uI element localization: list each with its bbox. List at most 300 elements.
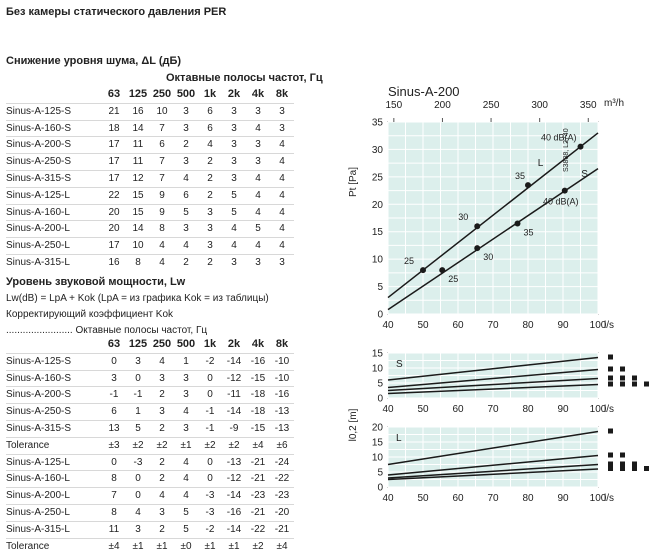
legend-marker <box>620 453 625 458</box>
noise-octave-caption: Октавные полосы частот, Гц <box>166 72 323 84</box>
table-row <box>6 387 294 404</box>
table-cell: -13 <box>270 404 294 421</box>
table-cell: 0 <box>198 454 222 471</box>
table-row <box>6 204 294 221</box>
x-tick-label: 50 <box>417 404 429 415</box>
table-row <box>6 254 294 270</box>
table-cell: ±0 <box>174 538 198 554</box>
table-cell: 3 <box>246 254 270 270</box>
table-cell: -22 <box>246 521 270 538</box>
legend-marker <box>608 462 613 467</box>
table-cell: ±2 <box>150 437 174 454</box>
table-cell: -1 <box>102 387 126 404</box>
table-row <box>6 120 294 137</box>
x-tick-label: 100 <box>589 404 607 415</box>
noise-table <box>6 87 294 271</box>
table-cell: 6 <box>150 137 174 154</box>
table-cell: 5 <box>126 420 150 437</box>
legend-marker <box>620 367 625 372</box>
table-cell: 4 <box>150 254 174 270</box>
table-cell: -16 <box>246 353 270 370</box>
table-cell: -2 <box>198 353 222 370</box>
data-label: 25 <box>403 256 415 267</box>
table-cell: 4 <box>246 170 270 187</box>
table-cell: 3 <box>174 103 198 120</box>
table-row <box>6 353 294 370</box>
x-tick-label: 70 <box>487 493 499 504</box>
band-header: 125 <box>128 88 148 100</box>
table-cell: ±3 <box>102 437 126 454</box>
x-tick-label: 90 <box>557 404 569 415</box>
legend-marker <box>608 355 613 360</box>
legend-marker <box>608 376 613 381</box>
x-tick-label: 70 <box>487 320 499 331</box>
band-header: 63 <box>107 88 121 100</box>
row-name: Sinus-A-315-L <box>6 521 102 538</box>
table-cell: ±6 <box>270 437 294 454</box>
row-name: Sinus-A-250-L <box>6 504 102 521</box>
table-cell: -15 <box>246 370 270 387</box>
x-tick-label: 90 <box>557 493 569 504</box>
table-cell: 3 <box>174 370 198 387</box>
table-cell: ±1 <box>150 538 174 554</box>
x-axis-label: l/s <box>604 320 614 331</box>
band-header: 2k <box>227 88 241 100</box>
row-name: Sinus-A-315-S <box>6 170 102 187</box>
y-tick-label: 15 <box>371 348 383 360</box>
table-cell: -2 <box>198 521 222 538</box>
y-tick-label: 10 <box>371 363 383 375</box>
table-cell: 4 <box>174 404 198 421</box>
table-cell: 6 <box>198 103 222 120</box>
data-label: 35 <box>523 227 534 238</box>
row-name: Sinus-A-250-L <box>6 238 102 255</box>
table-cell: 2 <box>150 454 174 471</box>
table-cell: -14 <box>222 353 246 370</box>
x-tick-label: 100 <box>589 320 607 331</box>
table-cell: ±1 <box>198 538 222 554</box>
table-row <box>6 154 294 171</box>
table-cell: 3 <box>174 387 198 404</box>
row-name: Sinus-A-250-S <box>6 404 102 421</box>
x-tick-label: 40 <box>382 320 394 331</box>
power-heading: Уровень звуковой мощности, Lw <box>6 276 186 288</box>
y-tick-label: 20 <box>371 199 383 211</box>
row-name: Sinus-A-125-S <box>6 353 102 370</box>
table-cell: 4 <box>270 238 294 255</box>
table-cell: 5 <box>246 221 270 238</box>
x-tick-label: 60 <box>452 320 464 331</box>
table-cell: 17 <box>102 238 126 255</box>
x-tick-label: 70 <box>487 404 499 415</box>
table-cell: 2 <box>150 387 174 404</box>
table-cell: 3 <box>126 353 150 370</box>
table-cell: 2 <box>150 521 174 538</box>
legend-marker <box>632 376 637 381</box>
table-cell: 8 <box>126 254 150 270</box>
table-cell: 20 <box>102 204 126 221</box>
x-tick-label: 100 <box>589 493 607 504</box>
legend-marker <box>644 466 649 471</box>
table-cell: 10 <box>126 238 150 255</box>
x-tick-label: 40 <box>382 404 394 415</box>
y-tick-label: 30 <box>371 144 383 156</box>
table-cell: 0 <box>102 454 126 471</box>
table-cell: 22 <box>102 187 126 204</box>
table-cell: 4 <box>246 238 270 255</box>
data-point <box>525 182 531 188</box>
table-cell: 6 <box>198 120 222 137</box>
legend-marker <box>632 466 637 471</box>
row-name: Sinus-A-125-L <box>6 454 102 471</box>
x-tick-label: 80 <box>522 404 534 415</box>
table-cell: 14 <box>126 221 150 238</box>
table-cell: 4 <box>150 488 174 505</box>
data-point <box>474 223 480 229</box>
band-header: 500 <box>176 338 196 350</box>
x2-tick-label: 250 <box>482 100 500 111</box>
x2-tick-label: 200 <box>434 100 451 111</box>
y-axis-label: Pt [Pa] <box>348 166 359 198</box>
table-cell: 16 <box>126 103 150 120</box>
table-cell: 3 <box>222 120 246 137</box>
table-row <box>6 137 294 154</box>
table-cell: 17 <box>102 154 126 171</box>
table-cell: -14 <box>222 404 246 421</box>
table-cell: 3 <box>222 170 246 187</box>
y-tick-label: 0 <box>377 482 383 494</box>
table-cell: -13 <box>222 454 246 471</box>
table-cell: 3 <box>150 370 174 387</box>
band-header: 2k <box>227 338 241 350</box>
table-cell: 3 <box>222 154 246 171</box>
table-cell: 4 <box>246 187 270 204</box>
band-header: 1k <box>203 338 217 350</box>
band-header: 250 <box>152 338 172 350</box>
table-row <box>6 370 294 387</box>
y-tick-label: 10 <box>371 254 383 266</box>
table-cell: 15 <box>126 187 150 204</box>
chart-title: Sinus-A-200 <box>388 84 460 99</box>
table-cell: ±4 <box>246 437 270 454</box>
table-cell: 4 <box>174 170 198 187</box>
table-cell: 4 <box>126 504 150 521</box>
table-row <box>6 454 294 471</box>
table-cell: 3 <box>174 420 198 437</box>
table-row <box>6 504 294 521</box>
table-cell: 4 <box>270 187 294 204</box>
band-header: 8k <box>275 338 289 350</box>
data-label: 30 <box>458 212 469 223</box>
table-cell: -15 <box>246 420 270 437</box>
table-cell: 0 <box>198 387 222 404</box>
table-cell: 4 <box>270 154 294 171</box>
table-cell: -16 <box>222 504 246 521</box>
table-header-row <box>6 87 294 103</box>
table-cell: ±1 <box>222 538 246 554</box>
table-cell: 9 <box>150 204 174 221</box>
table-cell: -14 <box>222 488 246 505</box>
table-cell: 3 <box>270 120 294 137</box>
table-row <box>6 437 294 454</box>
table-cell: 18 <box>102 120 126 137</box>
x-tick-label: 40 <box>382 493 394 504</box>
series-label-S: S <box>581 168 588 180</box>
row-name: Sinus-A-125-L <box>6 187 102 204</box>
table-cell: -3 <box>198 488 222 505</box>
table-row <box>6 238 294 255</box>
x-axis-label: l/s <box>604 493 614 504</box>
table-cell: 21 <box>102 103 126 120</box>
table-cell: 3 <box>174 221 198 238</box>
band-header: 500 <box>176 88 196 100</box>
x-tick-label: 90 <box>557 320 569 331</box>
table-cell: -13 <box>270 420 294 437</box>
row-name: Sinus-A-125-S <box>6 103 102 120</box>
band-header: 63 <box>107 338 121 350</box>
y-tick-label: 0 <box>377 309 383 321</box>
table-cell: 3 <box>222 254 246 270</box>
row-name: Sinus-A-160-L <box>6 204 102 221</box>
y-tick-label: 15 <box>371 227 383 239</box>
y-axis-label-small: l0,2 [m] <box>348 408 359 442</box>
table-cell: -21 <box>270 521 294 538</box>
table-cell: 8 <box>102 471 126 488</box>
table-cell: -24 <box>270 454 294 471</box>
table-cell: 7 <box>150 120 174 137</box>
table-cell: 3 <box>102 370 126 387</box>
row-name: Sinus-A-315-S <box>6 420 102 437</box>
table-cell: 4 <box>174 454 198 471</box>
row-name: Sinus-A-200-L <box>6 488 102 505</box>
table-cell: 4 <box>270 204 294 221</box>
table-cell: ±1 <box>126 538 150 554</box>
table-cell: 4 <box>270 137 294 154</box>
table-cell: 3 <box>246 103 270 120</box>
x-tick-label: 60 <box>452 493 464 504</box>
x-tick-label: 50 <box>417 493 429 504</box>
legend-marker <box>644 382 649 387</box>
table-cell: 4 <box>270 170 294 187</box>
data-label: 40 dB(A) <box>540 132 577 143</box>
table-cell: ±4 <box>270 538 294 554</box>
table-cell: 8 <box>102 504 126 521</box>
table-cell: 5 <box>222 187 246 204</box>
x2-tick-label: 300 <box>531 100 549 111</box>
table-cell: ±2 <box>198 437 222 454</box>
table-cell: 1 <box>174 353 198 370</box>
band-header: 1k <box>203 88 217 100</box>
data-point <box>474 245 480 251</box>
table-row <box>6 187 294 204</box>
table-cell: -12 <box>222 471 246 488</box>
table-cell: -12 <box>222 370 246 387</box>
table-cell: ±2 <box>126 437 150 454</box>
table-cell: 3 <box>198 204 222 221</box>
table-cell: 7 <box>150 154 174 171</box>
row-name: Sinus-A-200-L <box>6 221 102 238</box>
power-octave-caption: ........................ Октавные полосы частот, Гц <box>6 325 208 336</box>
x2-tick-label: 150 <box>385 100 403 111</box>
x-tick-label: 50 <box>417 320 429 331</box>
table-cell: -21 <box>246 471 270 488</box>
table-cell: 5 <box>174 204 198 221</box>
table-row <box>6 103 294 120</box>
page-title: Без камеры статического давления PER <box>6 6 227 18</box>
table-cell: 17 <box>102 137 126 154</box>
table-cell: -18 <box>246 404 270 421</box>
table-cell: 0 <box>198 370 222 387</box>
table-cell: 5 <box>174 521 198 538</box>
y-tick-label: 10 <box>371 452 383 464</box>
table-cell: ±2 <box>222 437 246 454</box>
table-cell: 13 <box>102 420 126 437</box>
table-cell: 4 <box>150 238 174 255</box>
row-name: Tolerance <box>6 538 102 554</box>
legend-marker <box>608 453 613 458</box>
table-row <box>6 420 294 437</box>
data-label: 30 <box>483 252 494 263</box>
table-cell: 3 <box>270 103 294 120</box>
table-cell: 9 <box>150 187 174 204</box>
table-cell: -3 <box>126 454 150 471</box>
table-cell: 7 <box>102 488 126 505</box>
x2-axis-label: m³/h <box>604 98 624 109</box>
table-cell: -23 <box>270 488 294 505</box>
table-cell: ±2 <box>246 538 270 554</box>
noise-heading: Снижение уровня шума, ΔL (дБ) <box>6 55 182 67</box>
legend-marker <box>608 367 613 372</box>
table-cell: 11 <box>126 154 150 171</box>
table-cell: -9 <box>222 420 246 437</box>
table-row <box>6 170 294 187</box>
row-name: Sinus-A-315-L <box>6 254 102 270</box>
table-cell: 2 <box>198 254 222 270</box>
table-header-row <box>6 337 294 353</box>
table-cell: 4 <box>222 238 246 255</box>
table-cell: -14 <box>222 521 246 538</box>
legend-marker <box>620 382 625 387</box>
band-header: 8k <box>275 88 289 100</box>
table-cell: 2 <box>198 187 222 204</box>
x-tick-label: 60 <box>452 404 464 415</box>
table-cell: -21 <box>246 504 270 521</box>
table-cell: 3 <box>222 137 246 154</box>
table-cell: 10 <box>150 103 174 120</box>
table-cell: 4 <box>246 204 270 221</box>
table-cell: 12 <box>126 170 150 187</box>
x-tick-label: 80 <box>522 320 534 331</box>
table-cell: 15 <box>126 204 150 221</box>
x2-tick-label: 350 <box>579 100 597 111</box>
table-cell: -20 <box>270 504 294 521</box>
table-row <box>6 471 294 488</box>
legend-marker <box>632 462 637 467</box>
chart-code: S3888, L2740 <box>563 128 570 172</box>
table-cell: 4 <box>270 221 294 238</box>
table-cell: 2 <box>198 154 222 171</box>
table-cell: 4 <box>198 137 222 154</box>
data-point <box>420 267 426 273</box>
table-cell: 3 <box>150 504 174 521</box>
table-cell: -3 <box>198 504 222 521</box>
legend-marker <box>620 376 625 381</box>
table-cell: 3 <box>198 238 222 255</box>
panel-label: S <box>396 359 403 370</box>
table-cell: 3 <box>198 221 222 238</box>
table-cell: -1 <box>126 387 150 404</box>
band-header: 125 <box>128 338 148 350</box>
table-cell: -1 <box>198 420 222 437</box>
header-cell-blank <box>6 87 102 103</box>
data-label: 40 dB(A) <box>542 196 579 207</box>
panel-label: L <box>396 433 402 444</box>
table-cell: 14 <box>126 120 150 137</box>
table-cell: 5 <box>222 204 246 221</box>
table-cell: 0 <box>126 471 150 488</box>
data-point <box>578 144 584 150</box>
row-name: Sinus-A-200-S <box>6 387 102 404</box>
table-cell: 0 <box>126 370 150 387</box>
band-header: 4k <box>251 88 265 100</box>
table-cell: 2 <box>198 170 222 187</box>
row-name: Sinus-A-160-L <box>6 471 102 488</box>
charts-svg <box>330 80 652 509</box>
y-tick-label: 20 <box>371 422 383 434</box>
power-table <box>6 337 294 554</box>
table-cell: 11 <box>102 521 126 538</box>
data-point <box>439 267 445 273</box>
table-row <box>6 521 294 538</box>
legend-marker <box>632 382 637 387</box>
table-cell: 4 <box>174 238 198 255</box>
table-cell: 8 <box>150 221 174 238</box>
table-cell: 2 <box>174 137 198 154</box>
row-name: Sinus-A-160-S <box>6 120 102 137</box>
table-cell: ±1 <box>174 437 198 454</box>
table-cell: 2 <box>174 254 198 270</box>
table-cell: 1 <box>126 404 150 421</box>
table-row <box>6 538 294 554</box>
table-cell: 0 <box>102 353 126 370</box>
table-cell: -18 <box>246 387 270 404</box>
table-cell: 7 <box>150 170 174 187</box>
table-cell: 17 <box>102 170 126 187</box>
legend-marker <box>620 462 625 467</box>
legend-marker <box>620 466 625 471</box>
table-cell: 2 <box>150 471 174 488</box>
y-tick-label: 25 <box>371 172 383 184</box>
table-row <box>6 488 294 505</box>
y-tick-label: 15 <box>371 437 383 449</box>
table-cell: 0 <box>126 488 150 505</box>
table-cell: 5 <box>174 504 198 521</box>
table-row <box>6 404 294 421</box>
table-cell: 4 <box>150 353 174 370</box>
table-cell: -11 <box>222 387 246 404</box>
table-row <box>6 221 294 238</box>
row-name: Sinus-A-160-S <box>6 370 102 387</box>
table-cell: 3 <box>246 154 270 171</box>
table-cell: -10 <box>270 370 294 387</box>
table-cell: 2 <box>150 420 174 437</box>
y-tick-label: 0 <box>377 393 383 405</box>
legend-marker <box>608 429 613 434</box>
table-cell: 0 <box>198 471 222 488</box>
table-cell: 6 <box>102 404 126 421</box>
table-cell: 3 <box>150 404 174 421</box>
row-name: Sinus-A-200-S <box>6 137 102 154</box>
